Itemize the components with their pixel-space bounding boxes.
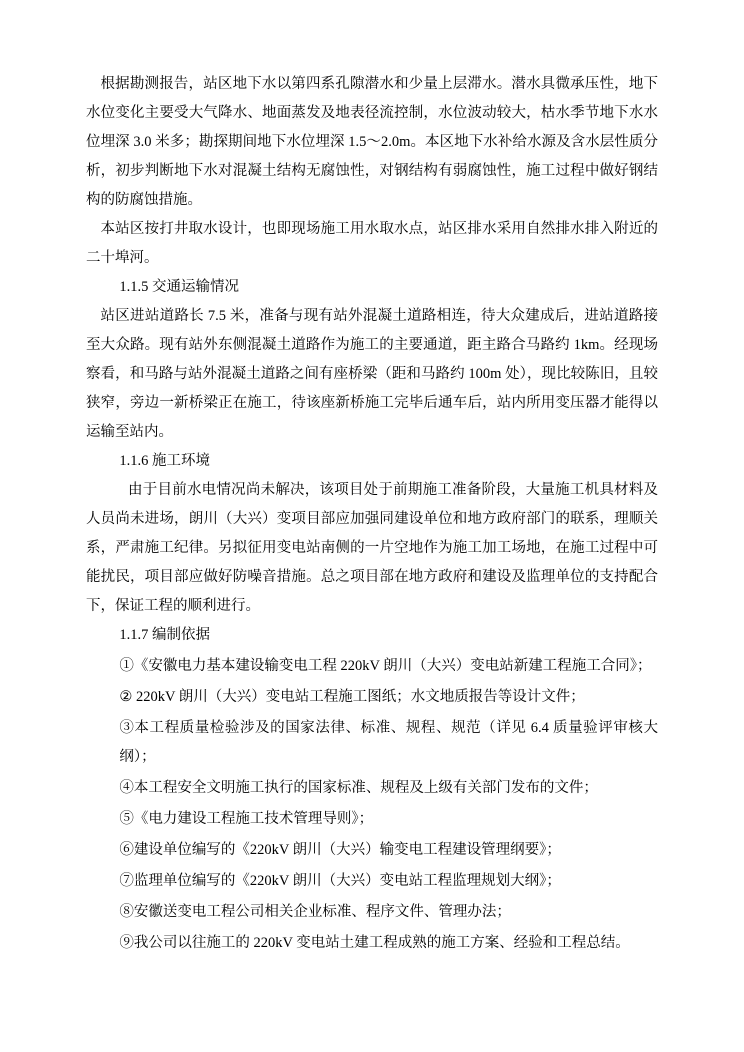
paragraph-water-intake: 本站区按打井取水设计，也即现场施工用水取水点，站区排水采用自然排水排入附近的二十埠河。: [86, 221, 658, 266]
heading-1-1-5-traffic: 1.1.5 交通运输情况: [119, 279, 239, 295]
list-item-8: ⑧安徽送变电工程公司相关企业标准、程序文件、管理办法；: [119, 904, 511, 920]
list-item-2: ② 220kV 朗川（大兴）变电站工程施工图纸；水文地质报告等设计文件；: [119, 689, 585, 705]
heading-1-1-7-compilation-basis: 1.1.7 编制依据: [119, 627, 210, 643]
paragraph-groundwater: 根据勘测报告，站区地下水以第四系孔隙潜水和少量上层滞水。潜水具微承压性，地下水位变化主要受大气降水、地面蒸发及地表径流控制，水位波动较大，枯水季节地下水水位埋深 3.0 米多；勘探期间地下水位埋深 1.5～2.0m。本区地下水补给水源及含水层性质分析，初步判断地下水对混凝土结构无腐蚀性，对钢结构有弱腐蚀性，施工过程中做好钢结构的防腐蚀措施。: [86, 76, 658, 208]
list-item-1: ①《安徽电力基本建设输变电工程 220kV 朗川（大兴）变电站新建工程施工合同》；: [119, 658, 652, 674]
list-item-7: ⑦监理单位编写的《220kV 朗川（大兴）变电站工程监理规划大纲》；: [119, 873, 561, 889]
heading-1-1-6-construction-environment: 1.1.6 施工环境: [119, 453, 210, 469]
list-item-4: ④本工程安全文明施工执行的国家标准、规程及上级有关部门发布的文件；: [119, 780, 598, 796]
list-item-9: ⑨我公司以往施工的 220kV 变电站土建工程成熟的施工方案、经验和工程总结。: [119, 935, 630, 951]
list-item-3: ③本工程质量检验涉及的国家法律、标准、规程、规范（详见 6.4 质量验评审核大纲）；: [119, 720, 658, 765]
list-item-5: ⑤《电力建设工程施工技术管理导则》；: [119, 811, 374, 827]
list-item-6: ⑥建设单位编写的《220kV 朗川（大兴）输变电工程建设管理纲要》；: [119, 842, 561, 858]
paragraph-construction-environment: 由于目前水电情况尚未解决，该项目处于前期施工准备阶段，大量施工机具材料及人员尚未进场，朗川（大兴）变项目部应加强同建设单位和地方政府部门的联系，理顺关系，严肃施工纪律。另拟征用变电站南侧的一片空地作为施工加工场地，在施工过程中可能扰民，项目部应做好防噪音措施。总之项目部在地方政府和建设及监理单位的支持配合下，保证工程的顺利进行。: [86, 482, 658, 614]
paragraph-traffic-access: 站区进站道路长 7.5 米，准备与现有站外混凝土道路相连，待大众建成后，进站道路接至大众路。现有站外东侧混凝土道路作为施工的主要通道，距主路合马路约 1km。经现场察看，和马路与站外混凝土道路之间有座桥梁（距和马路约 100m 处），现比较陈旧，且较狭窄，旁边一新桥梁正在施工，待该座新桥施工完毕后通车后，站内所用变压器才能得以运输至站内。: [86, 308, 658, 440]
